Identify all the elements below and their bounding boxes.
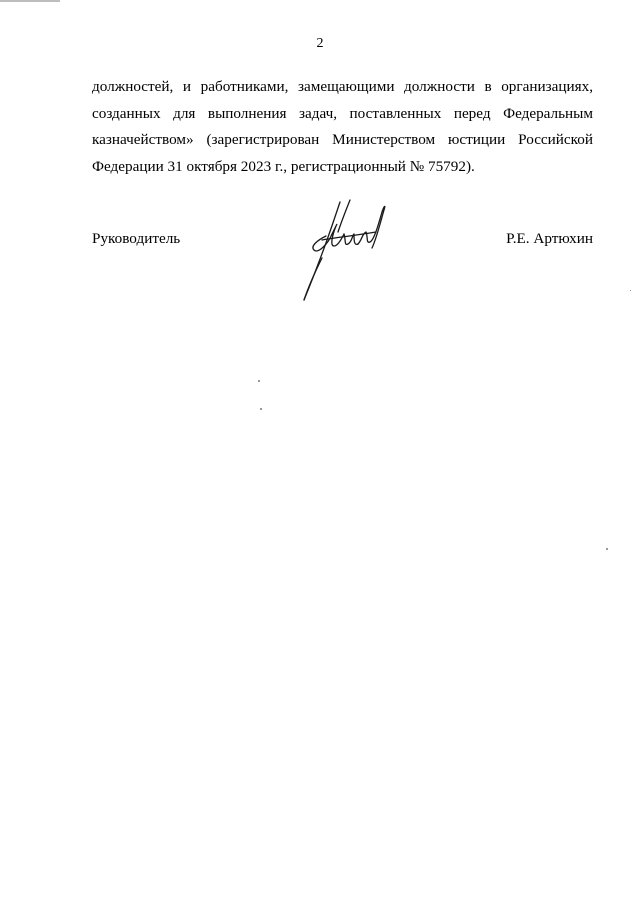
scan-speck (258, 380, 260, 382)
signer-name: Р.Е. Артюхин (506, 230, 593, 247)
handwritten-signature (292, 196, 402, 306)
scan-speck (606, 548, 608, 550)
scan-speck (630, 290, 631, 291)
body-paragraph: должностей, и работниками, замещающими должности в организациях, созданных для выполнения задач, поставленных перед Федеральным казначейством» (зарегистрирован Министерством юстиции Российской Федерации 31 октября 2023 г., регистрационный № 75792). (92, 78, 593, 175)
position-title: Руководитель (92, 230, 181, 247)
page-number: 2 (316, 36, 324, 51)
scan-speck (260, 408, 262, 410)
scan-edge-mark (0, 0, 60, 2)
signature-block (92, 226, 593, 316)
